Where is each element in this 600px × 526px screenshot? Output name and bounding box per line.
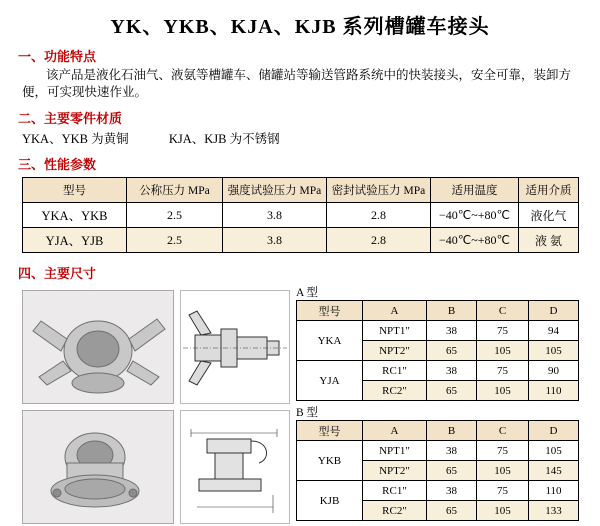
coupling-drawing-a (180, 290, 290, 404)
type-a-cell: 105 (529, 341, 579, 361)
type-a-cell: RC2" (363, 381, 427, 401)
spec-cell: 2.5 (127, 228, 223, 253)
section-heading-dimensions: 四、主要尺寸 (18, 266, 97, 281)
spec-cell: 3.8 (223, 228, 327, 253)
type-a-model-cell: YKA (297, 321, 363, 361)
type-b-cell: 105 (529, 441, 579, 461)
type-b-header-row (297, 421, 579, 441)
type-b-cell: NPT1" (363, 441, 427, 461)
spec-cell: 2.8 (327, 203, 431, 228)
type-a-cell: 90 (529, 361, 579, 381)
spec-table (22, 177, 579, 253)
type-a-header-cell: B (427, 301, 477, 321)
material-line (22, 129, 600, 147)
type-b-cell: 133 (529, 501, 579, 521)
spec-cell: −40℃~+80℃ (431, 228, 519, 253)
type-a-header-cell: D (529, 301, 579, 321)
spec-cell: −40℃~+80℃ (431, 203, 519, 228)
type-b-cell: NPT2" (363, 461, 427, 481)
type-a-cell: 38 (427, 361, 477, 381)
table-row (23, 203, 579, 228)
type-b-header-cell: D (529, 421, 579, 441)
coupling-photo-b (22, 410, 174, 524)
type-b-cell: 105 (477, 461, 529, 481)
type-a-cell: 94 (529, 321, 579, 341)
material-text-brass: YKA、YKB 为黄铜 (22, 132, 129, 146)
type-a-cell: 105 (477, 341, 529, 361)
type-b-cell: 110 (529, 481, 579, 501)
section-heading-performance: 三、性能参数 (18, 157, 97, 172)
type-a-table (296, 300, 579, 401)
spec-cell: 3.8 (223, 203, 327, 228)
spec-header-cell: 公称压力 MPa (127, 178, 223, 203)
table-row (297, 321, 579, 341)
type-b-label: B 型 (296, 407, 319, 419)
spec-header-cell: 强度试验压力 MPa (223, 178, 327, 203)
type-b-cell: 75 (477, 441, 529, 461)
spec-cell: 液 氨 (519, 228, 579, 253)
type-a-header-cell: C (477, 301, 529, 321)
document-page (0, 10, 600, 526)
spec-header-cell: 型号 (23, 178, 127, 203)
type-a-header-cell: A (363, 301, 427, 321)
table-row (297, 441, 579, 461)
type-a-cell: 65 (427, 341, 477, 361)
type-b-cell: 105 (477, 501, 529, 521)
type-b-cell: RC1" (363, 481, 427, 501)
type-a-cell: 110 (529, 381, 579, 401)
spec-header-cell: 适用温度 (431, 178, 519, 203)
type-a-cell: NPT1" (363, 321, 427, 341)
type-b-model-cell: KJB (297, 481, 363, 521)
spec-cell: YJA、YJB (23, 228, 127, 253)
type-b-cell: 38 (427, 441, 477, 461)
type-a-cell: 38 (427, 321, 477, 341)
features-paragraph: 该产品是液化石油气、液氨等槽罐车、储罐站等输送管路系统中的快装接头，安全可靠，装卸方便，可实现快速作业。 (22, 68, 572, 99)
page-title: YK、YKB、KJA、KJB 系列槽罐车接头 (110, 16, 490, 38)
type-a-cell: 65 (427, 381, 477, 401)
spec-header-cell: 适用介质 (519, 178, 579, 203)
spec-cell: 液化气 (519, 203, 579, 228)
coupling-photo-a (22, 290, 174, 404)
type-b-table (296, 420, 579, 521)
table-row (297, 481, 579, 501)
table-row (297, 361, 579, 381)
type-a-cell: NPT2" (363, 341, 427, 361)
spec-cell: 2.8 (327, 228, 431, 253)
type-b-cell: 145 (529, 461, 579, 481)
type-a-label: A 型 (296, 287, 319, 299)
type-b-cell: 38 (427, 481, 477, 501)
type-a-header-cell: 型号 (297, 301, 363, 321)
type-b-header-cell: A (363, 421, 427, 441)
type-b-cell: 65 (427, 461, 477, 481)
spec-header-cell: 密封试验压力 MPa (327, 178, 431, 203)
spec-table-header-row (23, 178, 579, 203)
type-b-header-cell: 型号 (297, 421, 363, 441)
type-b-header-cell: B (427, 421, 477, 441)
type-a-header-row (297, 301, 579, 321)
type-a-cell: 75 (477, 361, 529, 381)
type-a-cell: 75 (477, 321, 529, 341)
section-heading-material: 二、主要零件材质 (18, 111, 123, 126)
type-b-header-cell: C (477, 421, 529, 441)
material-text-steel: KJA、KJB 为不锈钢 (168, 132, 280, 146)
coupling-drawing-b (180, 410, 290, 524)
table-row (23, 228, 579, 253)
type-b-model-cell: YKB (297, 441, 363, 481)
section-heading-features: 一、功能特点 (18, 49, 97, 64)
type-a-cell: 105 (477, 381, 529, 401)
type-b-cell: 75 (477, 481, 529, 501)
type-b-cell: RC2" (363, 501, 427, 521)
spec-cell: YKA、YKB (23, 203, 127, 228)
type-b-cell: 65 (427, 501, 477, 521)
spec-cell: 2.5 (127, 203, 223, 228)
type-a-cell: RC1" (363, 361, 427, 381)
type-a-model-cell: YJA (297, 361, 363, 401)
